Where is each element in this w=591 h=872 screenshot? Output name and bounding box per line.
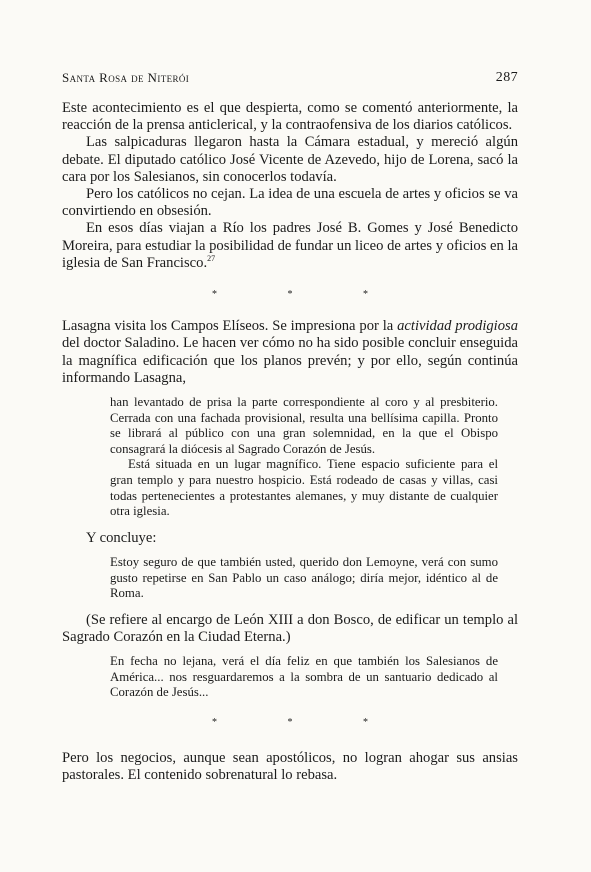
block-quote-2	[110, 555, 498, 602]
block-quote-1	[110, 395, 498, 520]
paragraph-4	[62, 220, 518, 272]
paragraph-4-text: En esos días viajan a Río los padres José B. Gomes y José Benedicto Moreira, para estudiar la posibilidad de fundar un liceo de artes y oficios en la iglesia de San Francisco.	[62, 220, 518, 271]
paragraph-3: Pero los católicos no cejan. La idea de una escuela de artes y oficios se va convirtiendo en obsesión.	[62, 186, 518, 220]
paragraph-5-end: del doctor Saladino. Le hacen ver cómo no ha sido posible concluir enseguida la magnífica edificación que los planos prevén; y por ello, según continúa informando Lasagna,	[62, 335, 518, 386]
paragraph-1: Este acontecimiento es el que despierta, como se comentó anteriormente, la reacción de la prensa anticlerical, y la contraofensiva de los diarios católicos.	[62, 100, 518, 134]
body-text	[62, 100, 518, 785]
section-separator-2: * * *	[212, 716, 402, 728]
footnote-ref: 27	[207, 253, 216, 263]
block-quote-3	[110, 654, 498, 701]
quote-1-paragraph-a: han levantado de prisa la parte correspondiente al coro y al presbiterio. Cerrada con una fachada provisional, resulta una bellísima capilla. Pronto se librará al público con una gran solemnidad, en la que el Obispo consagrará la diócesis al Sagrado Corazón de Jesús.	[110, 395, 498, 456]
paragraph-8: Pero los negocios, aunque sean apostólicos, no logran ahogar sus ansias pastorales. El contenido sobrenatural lo rebasa.	[62, 750, 518, 784]
quote-3-paragraph: En fecha no lejana, verá el día feliz en que también los Salesianos de América... nos resguardaremos a la sombra de un santuario dedicado al Corazón de Jesús...	[110, 654, 498, 700]
paragraph-7: (Se refiere al encargo de León XIII a don Bosco, de edificar un templo al Sagrado Corazón en la Ciudad Eterna.)	[62, 611, 518, 645]
quote-1-paragraph-b: Está situada en un lugar magnífico. Tiene espacio suficiente para el gran templo y para nuestro hospicio. Está rodeado de casas y villas, casi todas pertenecientes a protestantes alemanes, y muy distante de cualquier otra iglesia.	[110, 457, 498, 519]
quote-2-paragraph: Estoy seguro de que también usted, querido don Lemoyne, verá con sumo gusto repetirse en San Pablo un caso análogo; diría mejor, idéntico al de Roma.	[110, 555, 498, 601]
paragraph-2: Las salpicaduras llegaron hasta la Cámara estadual, y mereció algún debate. El diputado católico José Vicente de Azevedo, hijo de Lorena, sacó la cara por los Salesianos, sin conocerlos todavía.	[62, 134, 518, 185]
paragraph-5	[62, 318, 518, 387]
section-separator: * * *	[212, 289, 402, 301]
page-number: 287	[495, 70, 518, 85]
paragraph-5-start: Lasagna visita los Campos Elíseos. Se impresiona por la	[62, 318, 398, 335]
paragraph-6: Y concluye:	[86, 529, 157, 546]
page-header	[62, 70, 518, 90]
running-title: Santa Rosa de Niterói	[62, 70, 190, 85]
emphasis-text: actividad prodigiosa	[397, 318, 519, 335]
